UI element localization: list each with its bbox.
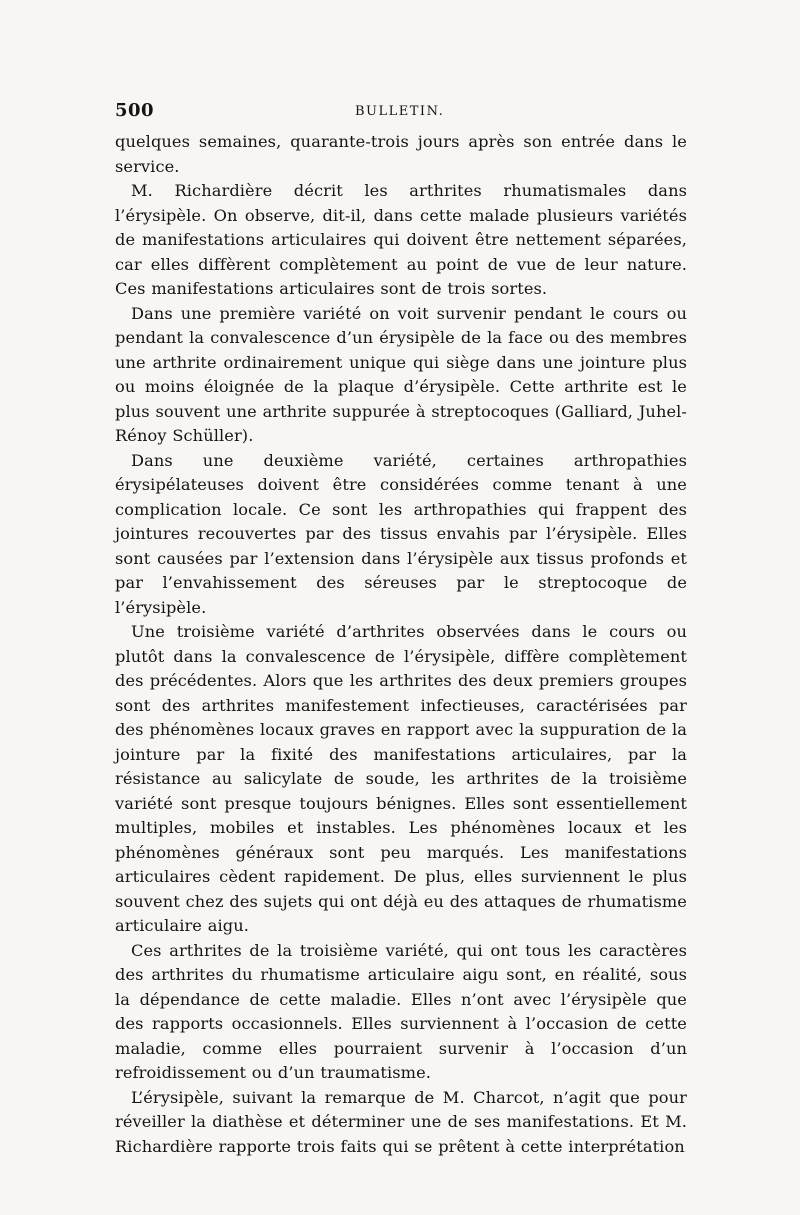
running-title: BULLETIN. [355,104,445,119]
paragraph-third-variety: Une troisième variété d’arthrites observées dans le cours ou plutôt dans la convalescence de l’érysipèle, diffère complètement des précédentes. Alors que les arthrites des deux premiers groupes sont des arthrites manifestement infectieuses, caractérisées par des phénomènes locaux graves en rapport avec la suppuration de la jointure par la fixité des manifestations articulaires, par la résistance au salicylate de soude, les arthrites de la troisième variété sont presque toujours bénignes. Elles sont essentiellement multiples, mobiles et instables. Les phénomènes locaux et les phénomènes généraux sont peu marqués. Les manifestations articulaires cèdent rapidement. De plus, elles surviennent le plus souvent chez des sujets qui ont déjà eu des attaques de rhumatisme articulaire aigu. [115,622,687,935]
paragraph-introduction: M. Richardière décrit les arthrites rhumatismales dans l’érysipèle. On observe, dit-il, dans cette malade plusieurs variétés de manifestations articulaires qui doivent être nettement séparées, car elles diffèrent complètement au point de vue de leur nature. Ces manifestations articulaires sont de trois sortes. [115,181,687,298]
running-head [115,100,690,126]
paragraph-charcot-remark: L’érysipèle, suivant la remarque de M. Charcot, n’agit que pour réveiller la diathèse et déterminer une de ses manifestations. Et M. Richardière rapporte trois faits qui se prêtent à cette interprétation [115,1087,687,1156]
paragraph-continuation: quelques semaines, quarante-trois jours après son entrée dans le service. [115,132,687,176]
body-text [115,130,687,1159]
page-number: 500 [115,100,155,121]
paragraph-rheumatism-dependence: Ces arthrites de la troisième variété, qui ont tous les caractères des arthrites du rhumatisme articulaire aigu sont, en réalité, sous la dépendance de cette maladie. Elles n’ont avec l’érysipèle que des rapports occasionnels. Elles surviennent à l’occasion de cette maladie, comme elles pourraient survenir à l’occasion d’un refroidissement ou d’un traumatisme. [115,940,687,1082]
paragraph-second-variety: Dans une deuxième variété, certaines arthropathies érysipélateuses doivent être considérées comme tenant à une complication locale. Ce sont les arthropathies qui frappent des jointures recouvertes par des tissus envahis par l’érysipèle. Elles sont causées par l’extension dans l’érysipèle aux tissus profonds et par l’envahissement des séreuses par le streptocoque de l’érysipèle. [115,450,687,617]
paragraph-first-variety: Dans une première variété on voit survenir pendant le cours ou pendant la convalescence d’un érysipèle de la face ou des membres une arthrite ordinairement unique qui siège dans une jointure plus ou moins éloignée de la plaque d’érysipèle. Cette arthrite est le plus souvent une arthrite suppurée à streptocoques (Galliard, Juhel-Rénoy Schüller). [115,303,687,445]
